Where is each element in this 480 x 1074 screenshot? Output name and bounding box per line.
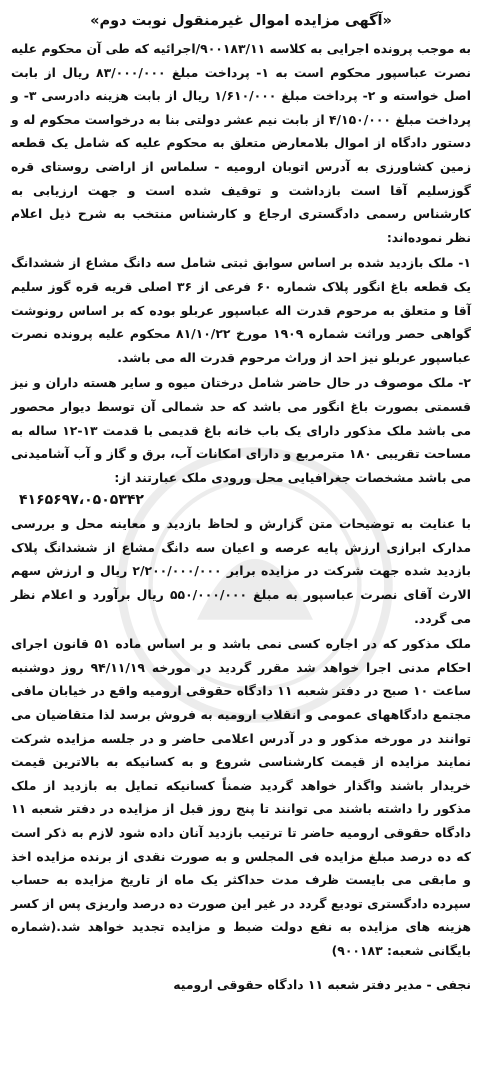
property-item-1: ۱- ملک بازدید شده بر اساس سوابق ثبتی شامل سه دانگ مشاع از ششدانگ یک قطعه باغ انگور پلاک شماره ۶۰ فرعی از ۳۶ اصلی قریه قره گوز سلیم آقا و متعلق به مرحوم قدرت اله عباسپور عربلو بوده که بر اساس رونوشت گواهی حصر وراثت شماره ۱۹۰۹ مورخ ۸۱/۱۰/۲۲ محکوم علیه پرونده نصرت عباسپور عربلو نیز احد از وراث مرحوم قدرت اله می باشد.: [11, 255, 471, 365]
auction-terms-paragraph: ملک مذکور که در اجاره کسی نمی باشد و بر اساس ماده ۵۱ قانون اجرای احکام مدنی اجرا خواهد شد مقرر گردید در مورخه ۹۴/۱۱/۱۹ روز دوشنبه ساعت ۱۰ صبح در دفتر شعبه ۱۱ دادگاه حقوقی ارومیه واقع در خیابان مافی مجتمع دادگاههای عمومی و انقلاب ارومیه به فروش برسد لذا متقاضیان می توانند در مورخه مذکور و در آدرس اعلامی حاضر و در جلسه مزایده شرکت نمایند مزایده از قیمت کارشناسی شروع و به کسانیکه به بالاترین قیمت خریدار باشند واگذار خواهد گردید ضمناً کسانیکه تمایل به بازدید از ملک مذکور را داشته باشند می توانند تا پنج روز قبل از مزایده در دفتر شعبه ۱۱ دادگاه حقوقی ارومیه حاضر تا ترتیب بازدید آنان داده شود لازم به ذکر است که ده درصد مبلغ مزایده فی المجلس و به صورت نقدی از برنده مزایده اخذ و مابقی می بایست ظرف مدت حداکثر یک ماه از تاریخ مزایده به حساب سپرده دادگستری تودیع گردد در غیر این صورت ده درصد واریزی پس از کسر هزینه های مزایده به نفع دولت ضبط و مزایده تجدید خواهد شد.(شماره بایگانی شعبه: ۹۰۰۱۸۳): [11, 636, 472, 958]
valuation-paragraph: با عنایت به توضیحات متن گزارش و لحاظ بازدید و معاینه محل و بررسی مدارک ابرازی ارزش پایه عرصه و اعیان سه دانگ مشاع از ششدانگ پلاک بازدید شده جهت شرکت در مزایده برابر ۲/۲۰۰/۰۰۰/۰۰۰ ریال و ارزش سهم الارث آقای نصرت عباسپور به مبلغ ۵۵۰/۰۰۰/۰۰۰ ریال برآورد و اعلام نظر می گردد.: [11, 516, 471, 626]
notice-intro-paragraph: به موجب پرونده اجرایی به کلاسه ۹۰۰۱۸۳/۱۱/اجرائیه که طی آن محکوم علیه نصرت عباسپور محکوم است به ۱- پرداخت مبلغ ۸۳/۰۰۰/۰۰۰ ریال از بابت اصل خواسته و ۲- پرداخت مبلغ ۱/۶۱۰/۰۰۰ ریال از بابت هزینه دادرسی ۳- و پرداخت مبلغ ۴/۱۵۰/۰۰۰ از بابت نیم عشر دولتی بنا به درخواست محکوم له و دستور دادگاه از اموال بلامعارض متعلق به محکوم علیه که شامل یک قطعه زمین کشاورزی به آدرس اتوبان ارومیه - سلماس از اراضی روستای قره گوزسلیم آقا است بازداشت و توقیف شده است و جهت ارزیابی به کارشناس رسمی دادگستری ارجاع و کارشناس منتخب به شرح ذیل اعلام نظر نموده‌اند:: [11, 41, 471, 245]
property-coordinates: ۴۱۶۵۶۹۷،۰۵۰۵۳۴۲: [19, 492, 144, 509]
signature-line: نجفی - مدیر دفتر شعبه ۱۱ دادگاه حقوقی ارومیه: [173, 976, 471, 992]
notice-title: «آگهی مزایده اموال غیرمنقول نوبت دوم»: [90, 13, 392, 29]
property-item-2: ۲- ملک موصوف در حال حاضر شامل درختان میوه و سایر هسته داران و نیز قسمتی بصورت باغ انگور می باشد که حد شمالی آن توسط دیوار محصور می باشد ملک مذکور دارای یک باب خانه باغ قدیمی با قدمت ۱۳-۱۲ ساله به مساحت تقریبی ۱۸۰ مترمربع و دارای امکانات آب، برق و گاز و آب آشامیدنی می باشد مشخصات جغرافیایی محل ورودی ملک عبارتند از:: [11, 375, 471, 485]
